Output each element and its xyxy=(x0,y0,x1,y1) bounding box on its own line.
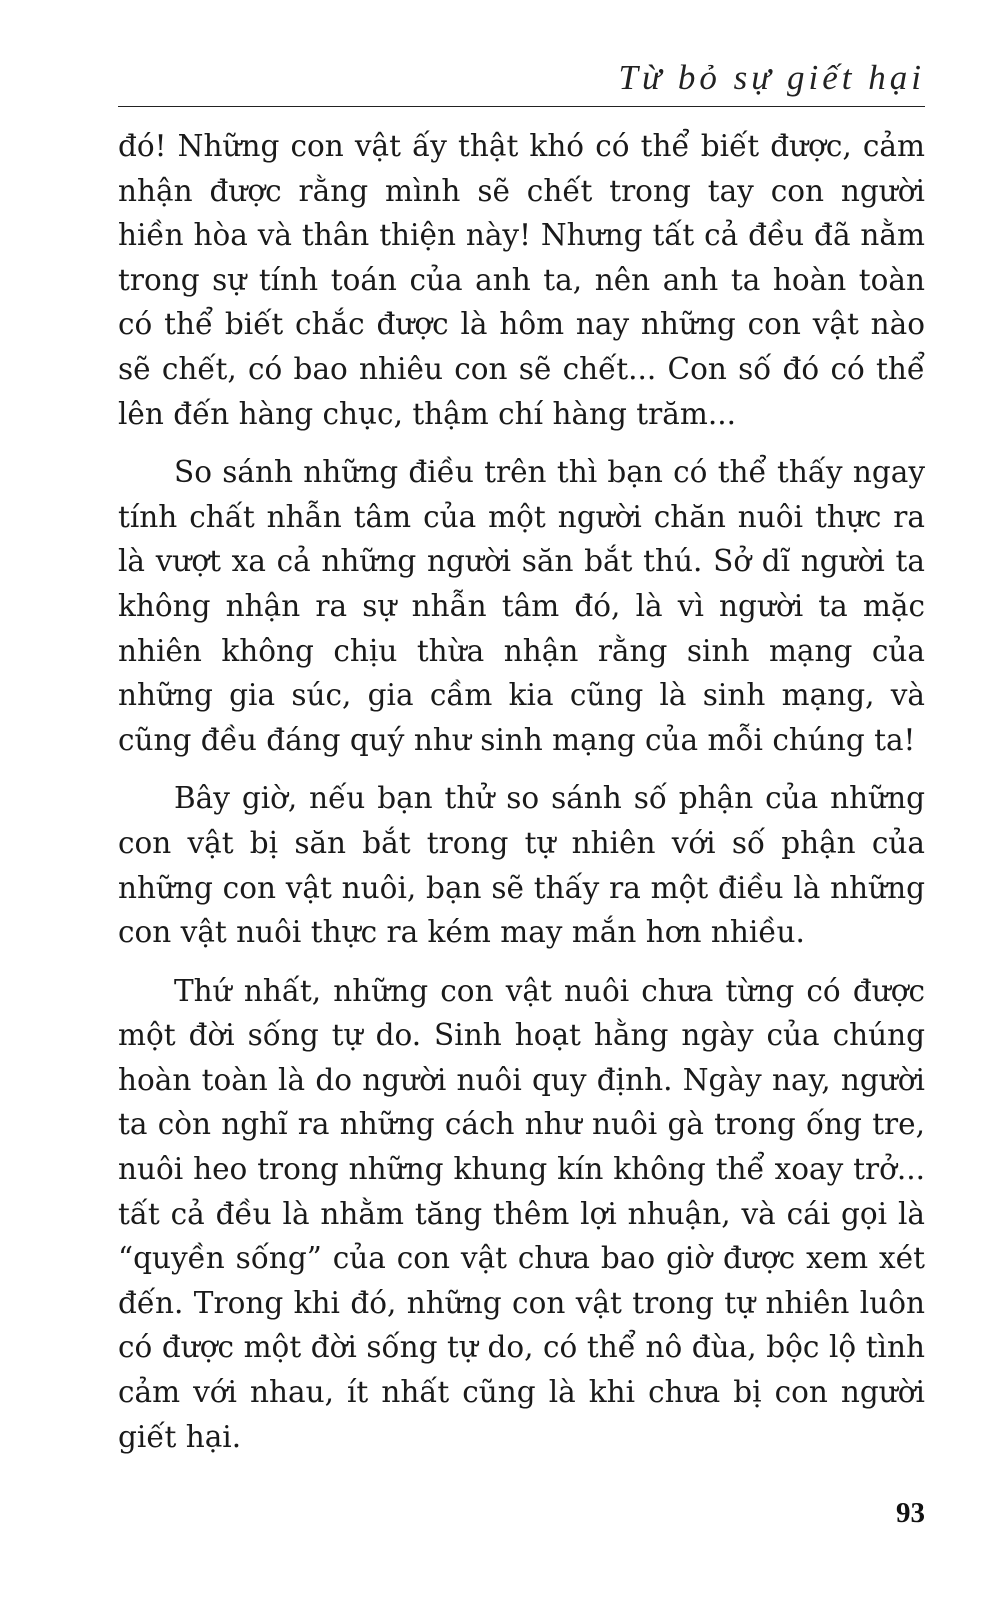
paragraph: Thứ nhất, những con vật nuôi chưa từng có được một đời sống tự do. Sinh hoạt hằng ngày của chúng hoàn toàn là do người nuôi quy định. Ngày nay, người ta còn nghĩ ra những cách như nuôi gà trong ống tre, nuôi heo trong những khung kín không thể xoay trở... tất cả đều là nhằm tăng thêm lợi nhuận, và cái gọi là “quyền sống” của con vật chưa bao giờ được xem xét đến. Trong khi đó, những con vật trong tự nhiên luôn có được một đời sống tự do, có thể nô đùa, bộc lộ tình cảm với nhau, ít nhất cũng là khi chưa bị con người giết hại. xyxy=(118,973,925,1454)
paragraph-continued: đó! Những con vật ấy thật khó có thể biết được, cảm nhận được rằng mình sẽ chết trong tay con người hiền hòa và thân thiện này! Nhưng tất cả đều đã nằm trong sự tính toán của anh ta, nên anh ta hoàn toàn có thể biết chắc được là hôm nay những con vật nào sẽ chết, có bao nhiêu con sẽ chết... Con số đó có thể lên đến hàng chục, thậm chí hàng trăm... xyxy=(118,129,925,431)
paragraph: Bây giờ, nếu bạn thử so sánh số phận của những con vật bị săn bắt trong tự nhiên với số phận của những con vật nuôi, bạn sẽ thấy ra một điều là những con vật nuôi thực ra kém may mắn hơn nhiều. xyxy=(118,781,925,950)
paragraph: So sánh những điều trên thì bạn có thể thấy ngay tính chất nhẫn tâm của một người chăn nuôi thực ra là vượt xa cả những người săn bắt thú. Sở dĩ người ta không nhận ra sự nhẫn tâm đó, là vì người ta mặc nhiên không chịu thừa nhận rằng sinh mạng của những gia súc, gia cầm kia cũng là sinh mạng, và cũng đều đáng quý như sinh mạng của mỗi chúng ta! xyxy=(118,455,925,757)
page-number: 93 xyxy=(896,1497,925,1529)
body-text xyxy=(118,124,925,1473)
running-title: Từ bỏ sự giết hại xyxy=(618,58,925,97)
running-header xyxy=(118,56,925,107)
